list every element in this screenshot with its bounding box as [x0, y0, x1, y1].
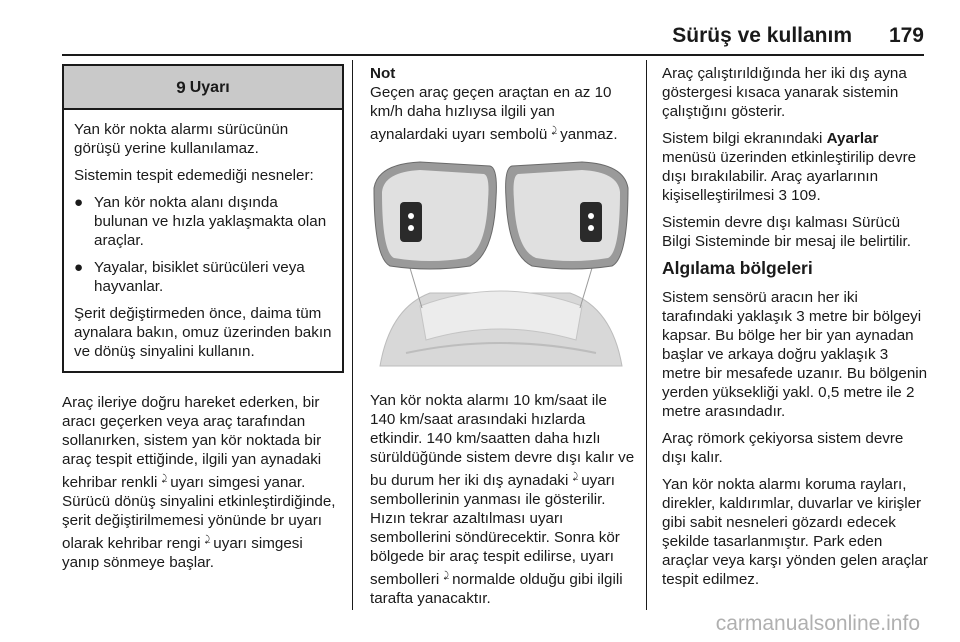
page-number: 179	[888, 24, 924, 47]
warning-text: Yan kör nokta alarmı sürücünün görüşü yerine kullanılamaz.	[74, 121, 289, 157]
blind-spot-warning-icon: ⤸̲	[443, 570, 448, 581]
note-title: Not	[370, 65, 396, 82]
list-item-text: Yan kör nokta alanı dışında bulunan ve hızla yaklaşmakta olan araçlar.	[94, 194, 327, 249]
text-run: Yan kör nokta alarmı 10 km/saat ile 140 km/saat arasındaki hızlarda etkindir. 140 km/saatten daha hızlı sürüldüğünde sistem devre dışı kalır ve bu durum her iki dış aynadaki	[370, 392, 635, 490]
warning-text: Şerit değiştirmeden önce, daima tüm aynalara bakın, omuz üzerinden bakın ve dönüş sinyalini kullanın.	[74, 305, 332, 360]
blind-spot-warning-icon: ⤸̲	[204, 534, 210, 545]
text-run: normalde olduğu gibi ilgili tarafta yanacaktır.	[370, 571, 623, 608]
body-paragraph: Sistem sensörü aracın her iki tarafındaki yaklaşık 3 metre bir bölgeyi kapsar. Bu bölge her bir yan aynadan başlar ve arkaya doğru yaklaşık 3 metre bir mesafede uzanır. Bu bölgenin yerden yüksekliği yakl. 0,5 metre ile 2 metre arasındadır.	[662, 289, 928, 420]
warning-text: Sistemin tespit edemediği nesneler:	[74, 167, 314, 184]
warning-indicator	[580, 202, 602, 242]
section-title: Sürüş ve kullanım	[672, 24, 852, 47]
list-item	[74, 193, 332, 250]
text-run: yanmaz.	[555, 126, 618, 144]
list-item	[74, 258, 332, 296]
menu-name: Ayarlar	[826, 130, 879, 147]
body-paragraph: Sistemin devre dışı kalması Sürücü Bilgi Sisteminde bir mesaj ile belirtilir.	[662, 214, 911, 250]
note	[370, 64, 636, 144]
list-item-text: Yayalar, bisiklet sürücüleri veya hayvanlar.	[94, 259, 305, 295]
body-paragraph: Araç çalıştırıldığında her iki dış ayna göstergesi kısaca yanarak sistemin çalıştığını gösterir.	[662, 65, 907, 120]
body-paragraph: Araç römork çekiyorsa sistem devre dışı kalır.	[662, 430, 904, 466]
warning-indicator	[400, 202, 422, 242]
text-run: Araç ileriye doğru hareket ederken, bir aracı geçerken veya araç tarafından sollanırken, sistem yan kör noktada bir araç tespit ettiğinde, ilgili yan aynadaki kehribar renkli	[62, 394, 322, 492]
text-run: uyarı simgesi yanıp sönmeye başlar.	[62, 535, 303, 572]
section-heading: Algılama bölgeleri	[662, 258, 813, 278]
warning-triangle-icon: 9	[176, 77, 186, 97]
text-run: uyarı simgesi yanar. Sürücü dönüş sinyalini etkinleştirdiğinde, şerit değiştirilmemesi yönünde br uyarı olarak kehribar rengi	[62, 474, 336, 553]
warning-body	[64, 110, 342, 371]
bullet-icon: ●	[74, 259, 84, 276]
body-paragraph	[62, 393, 344, 572]
blind-spot-warning-icon: ⤸̲	[572, 471, 578, 482]
warning-title: Uyarı	[189, 78, 230, 96]
warning-header	[64, 66, 342, 110]
mirror-illustration	[370, 158, 632, 368]
blind-spot-warning-icon: ⤸̲	[161, 473, 167, 483]
blind-spot-warning-icon: ⤸̲	[551, 125, 556, 135]
column-divider	[352, 60, 353, 610]
left-column	[62, 64, 344, 580]
text-run: menüsü üzerinden etkinleştirilip devre dışı bırakılabilir. Araç ayarlarının kişiselleştirilmesi	[662, 149, 917, 204]
text-run: uyarı sembollerinin yanması ile gösterilir. Hızın tekrar azaltılması uyarı sembollerini söndürecektir. Sonra kör bölgede bir araç tespit edilirse, uyarı sembolleri	[370, 472, 620, 589]
right-column	[662, 64, 928, 597]
column-divider	[646, 60, 647, 610]
text-run: Geçen araç geçen araçtan en az 10 km/h daha hızlıysa ilgili yan aynalardaki uyarı sembolü	[370, 84, 612, 144]
watermark: carmanualsonline.info	[715, 612, 920, 635]
text-run: Sistem bilgi ekranındaki	[662, 130, 827, 147]
body-paragraph: Yan kör nokta alarmı koruma rayları, direkler, kaldırımlar, duvarlar ve kirişler gibi sabit nesneleri gözardı edecek şekilde tasarlanmıştır. Park eden araçlar veya karşı yönden gelen araçlar tespit edilmez.	[662, 476, 928, 588]
body-paragraph	[370, 391, 636, 608]
body-paragraph	[662, 129, 928, 205]
header-rule	[62, 54, 924, 56]
page-header	[0, 0, 960, 60]
middle-column	[370, 64, 636, 616]
page-reference-icon: 3	[778, 187, 787, 204]
warning-box	[62, 64, 344, 373]
bullet-icon: ●	[74, 194, 84, 211]
page-reference: 109.	[786, 187, 821, 204]
